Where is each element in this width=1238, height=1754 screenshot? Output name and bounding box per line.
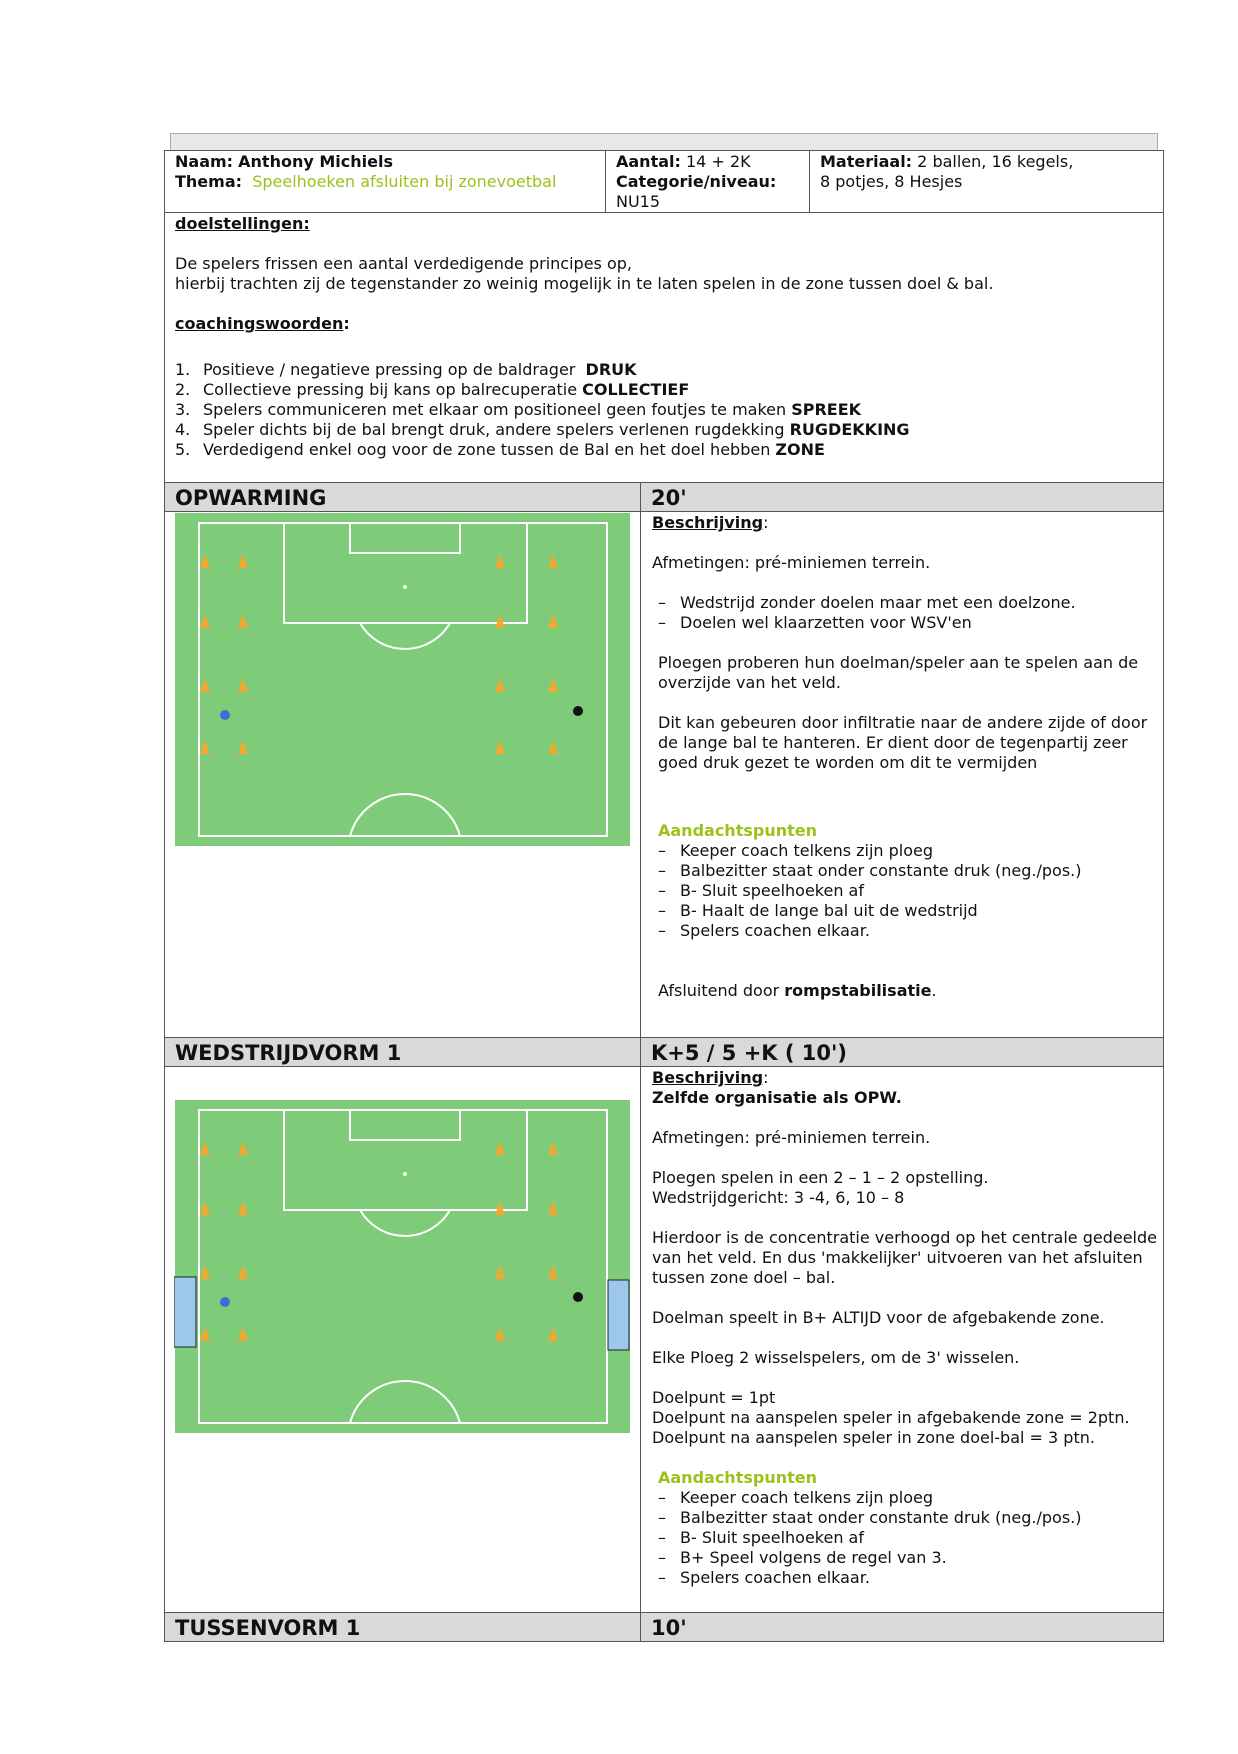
coaching-item-word: RUGDEKKING [789, 420, 910, 439]
afmetingen: Afmetingen: pré-miniemen terrein. [652, 1128, 931, 1147]
coaching-item-text: Positieve / negatieve pressing op de baldrager [203, 360, 586, 379]
table-border-top [164, 150, 1164, 151]
beschrijving-label: Beschrijving [652, 513, 764, 532]
list-item [652, 861, 1157, 881]
coaching-item-word: DRUK [585, 360, 637, 379]
doelpunt-3: Doelpunt na aanspelen speler in zone doel-bal = 3 ptn. [652, 1428, 1095, 1447]
header-col-divider-1 [605, 150, 606, 212]
aandachtspunten-title: Aandachtspunten [658, 821, 817, 840]
wedstrijdvorm-field-diagram [174, 1097, 630, 1433]
categorie-value: NU15 [616, 192, 661, 211]
materiaal-cell [820, 152, 1160, 192]
aandachtspunten-title: Aandachtspunten [658, 1468, 817, 1487]
coaching-item-text: Speler dichts bij de bal brengt druk, andere spelers verlenen rugdekking [203, 420, 790, 439]
opwarming-p2: Dit kan gebeuren door infiltratie naar de andere zijde of door de lange bal te hanteren. Er dient door de tegenpartij zeer goed druk gezet te worden om dit te vermijden [658, 713, 1148, 772]
dash-bullet: – [658, 1568, 666, 1587]
aantal-cell [616, 152, 806, 212]
coaching-title: coachingswoorden [175, 314, 344, 333]
doelstellingen-title: doelstellingen: [175, 214, 310, 233]
list-item [652, 881, 1157, 901]
doelstellingen-section: doelstellingen: De spelers frissen een aantal verdedigende principes op, hierbij trachten zij de tegenstander zo weinig mogelijk in te laten spelen in de zone tussen doel & bal. coachingswoorden: 1. Positieve / negatieve pressing op de baldrager DRUK 2. Collectieve pressing bij kans op balrecuperatie COLLECTIEF 3. Spelers communiceren met elkaar om positioneel geen foutjes te maken SPREEK 4. Speler dichts bij de bal brengt druk, andere spelers verlenen rugdekking RUGDEKKING 5. Verdedigend enkel oog voor de zone tussen de Bal en het doel hebben ZONE [175, 214, 1155, 460]
row-line [164, 1066, 1164, 1067]
coaching-item-word: ZONE [775, 440, 825, 459]
list-item-text: Wedstrijd zonder doelen maar met een doelzone. [680, 593, 1076, 612]
list-item-text: Spelers coachen elkaar. [680, 1568, 870, 1587]
dash-bullet: – [658, 881, 666, 900]
coaching-item [175, 420, 1155, 440]
coaching-item-text: Collectieve pressing bij kans op balrecuperatie [203, 380, 583, 399]
table-border-left [164, 150, 165, 1642]
wedstrijdvorm-p2: Doelman speelt in B+ ALTIJD voor de afgebakende zone. [652, 1308, 1105, 1327]
ball-blue [220, 710, 230, 720]
afsluitend: Afsluitend door rompstabilisatie. [658, 981, 937, 1000]
opstelling-2: Wedstrijdgericht: 3 -4, 6, 10 – 8 [652, 1188, 905, 1207]
header-col-divider-2 [809, 150, 810, 212]
aandachtspunten-list [652, 841, 1157, 941]
wedstrijdvorm-title: WEDSTRIJDVORM 1 [165, 1038, 640, 1066]
doelpunt-2: Doelpunt na aanspelen speler in afgebakende zone = 2ptn. [652, 1408, 1130, 1427]
wedstrijdvorm-description: Beschrijving: Zelfde organisatie als OPW. Afmetingen: pré-miniemen terrein. Ploegen spelen in een 2 – 1 – 2 opstelling. Wedstrijdgericht: 3 -4, 6, 10 – 8 Hierdoor is de concentratie verhoogd op het centrale gedeelde van het veld. En dus 'makkelijker' uitvoeren van het afsluiten tussen zone doel – bal. Doelman speelt in B+ ALTIJD voor de afgebakende zone. Elke Ploeg 2 wisselspelers, om de 3' wisselen. Doelpunt = 1pt Doelpunt na aanspelen speler in afgebakende zone = 2ptn. Doelpunt na aanspelen speler in zone doel-bal = 3 ptn. Aandachtspunten – Keeper coach telkens zijn ploeg – Balbezitter staat onder constante druk (neg./pos.) – B- Sluit speelhoeken af – B+ Speel volgens de regel van 3. – Spelers coachen elkaar. [652, 1068, 1162, 1588]
categorie-label: Categorie/niveau: [616, 172, 777, 191]
dash-bullet: – [658, 901, 666, 920]
list-item [652, 1568, 1162, 1588]
list-item [652, 841, 1157, 861]
coaching-item [175, 440, 1155, 460]
dash-bullet: – [658, 921, 666, 940]
aantal-value: 14 + 2K [686, 152, 751, 171]
opwarming-title: OPWARMING [165, 483, 640, 511]
header-divider [164, 212, 1164, 213]
list-item [652, 593, 1157, 613]
table-border-right [1163, 150, 1164, 1642]
row-line [164, 1641, 1164, 1642]
coaching-item [175, 360, 1155, 380]
opwarming-p1: Ploegen proberen hun doelman/speler aan te spelen aan de overzijde van het veld. [658, 653, 1139, 692]
list-item-text: Balbezitter staat onder constante druk (neg./pos.) [680, 1508, 1082, 1527]
opstelling-1: Ploegen spelen in een 2 – 1 – 2 opstelling. [652, 1168, 989, 1187]
coaching-list [175, 360, 1155, 460]
doelstellingen-line-2: hierbij trachten zij de tegenstander zo weinig mogelijk in te laten spelen in de zone tussen doel & bal. [175, 274, 994, 293]
dash-bullet: – [658, 593, 666, 612]
ball-blue [220, 1297, 230, 1307]
naam-label: Naam: [175, 152, 234, 171]
tussenvorm-title: TUSSENVORM 1 [165, 1613, 640, 1641]
thema-label: Thema: [175, 172, 243, 191]
list-item-text: Keeper coach telkens zijn ploeg [680, 1488, 934, 1507]
aantal-label: Aantal: [616, 152, 681, 171]
list-item [652, 901, 1157, 921]
coaching-item [175, 380, 1155, 400]
coaching-item-number: 2. [175, 380, 191, 399]
list-item-text: B- Sluit speelhoeken af [680, 1528, 864, 1547]
coaching-item-word: COLLECTIEF [582, 380, 690, 399]
list-item [652, 1488, 1162, 1508]
beschrijving-label: Beschrijving [652, 1068, 764, 1087]
coaching-item-number: 1. [175, 360, 191, 379]
list-item-text: Spelers coachen elkaar. [680, 921, 870, 940]
dash-bullet: – [658, 613, 666, 632]
goal-right [608, 1280, 629, 1350]
list-item-text: B- Sluit speelhoeken af [680, 881, 864, 900]
coaching-item-text: Verdedigend enkel oog voor de zone tussen de Bal en het doel hebben [203, 440, 776, 459]
list-item-text: B- Haalt de lange bal uit de wedstrijd [680, 901, 978, 920]
row-line [164, 511, 1164, 512]
opwarming-description: Beschrijving: Afmetingen: pré-miniemen terrein. – Wedstrijd zonder doelen maar met een doelzone. – Doelen wel klaarzetten voor WSV'en Ploegen proberen hun doelman/speler aan te spelen aan de overzijde van het veld. Dit kan gebeuren door infiltratie naar de andere zijde of door de lange bal te hanteren. Er dient door de tegenpartij zeer goed druk gezet te worden om dit te vermijden Aandachtspunten – Keeper coach telkens zijn ploeg – Balbezitter staat onder constante druk (neg./pos.) – B- Sluit speelhoeken af – B- Haalt de lange bal uit de wedstrijd – Spelers coachen elkaar. Afsluitend door rompstabilisatie. [652, 513, 1157, 1001]
wedstrijdvorm-p3: Elke Ploeg 2 wisselspelers, om de 3' wisselen. [652, 1348, 1020, 1367]
thema-value: Speelhoeken afsluiten bij zonevoetbal [252, 172, 557, 191]
coaching-item-number: 4. [175, 420, 191, 439]
opwarming-time: 20' [641, 483, 1163, 511]
organisatie: Zelfde organisatie als OPW. [652, 1088, 902, 1107]
wedstrijdvorm-time: K+5 / 5 +K ( 10') [641, 1038, 1163, 1066]
top-bar [170, 133, 1158, 151]
list-item-text: Doelen wel klaarzetten voor WSV'en [680, 613, 972, 632]
dash-bullet: – [658, 861, 666, 880]
dash-bullet: – [658, 1488, 666, 1507]
dash-bullet: – [658, 841, 666, 860]
doelpunt-1: Doelpunt = 1pt [652, 1388, 776, 1407]
opwarming-bullets [652, 593, 1157, 633]
list-item [652, 921, 1157, 941]
dash-bullet: – [658, 1528, 666, 1547]
materiaal-value-1: 2 ballen, 16 kegels, [917, 152, 1074, 171]
materiaal-label: Materiaal: [820, 152, 913, 171]
coaching-item-number: 3. [175, 400, 191, 419]
list-item-text: B+ Speel volgens de regel van 3. [680, 1548, 947, 1567]
coaching-item-word: SPREEK [791, 400, 862, 419]
materiaal-value-2: 8 potjes, 8 Hesjes [820, 172, 963, 191]
coaching-item-number: 5. [175, 440, 191, 459]
goal-left [174, 1277, 196, 1347]
opwarming-field-diagram [175, 513, 630, 846]
aandachtspunten-list [652, 1488, 1162, 1588]
list-item [652, 1528, 1162, 1548]
tussenvorm-time: 10' [641, 1613, 1163, 1641]
list-item-text: Keeper coach telkens zijn ploeg [680, 841, 934, 860]
wedstrijdvorm-p1: Hierdoor is de concentratie verhoogd op het centrale gedeelde van het veld. En dus 'makkelijker' uitvoeren van het afsluiten tussen zone doel – bal. [652, 1228, 1157, 1287]
list-item [652, 1508, 1162, 1528]
list-item-text: Balbezitter staat onder constante druk (neg./pos.) [680, 861, 1082, 880]
coaching-item [175, 400, 1155, 420]
list-item [652, 613, 1157, 633]
ball-black [573, 1292, 583, 1302]
list-item [652, 1548, 1162, 1568]
coaching-item-text: Spelers communiceren met elkaar om positioneel geen foutjes te maken [203, 400, 792, 419]
name-theme-cell [175, 152, 600, 192]
naam-value: Anthony Michiels [238, 152, 393, 171]
doelstellingen-line-1: De spelers frissen een aantal verdedigende principes op, [175, 254, 632, 273]
dash-bullet: – [658, 1508, 666, 1527]
dash-bullet: – [658, 1548, 666, 1567]
afmetingen: Afmetingen: pré-miniemen terrein. [652, 553, 931, 572]
ball-black [573, 706, 583, 716]
